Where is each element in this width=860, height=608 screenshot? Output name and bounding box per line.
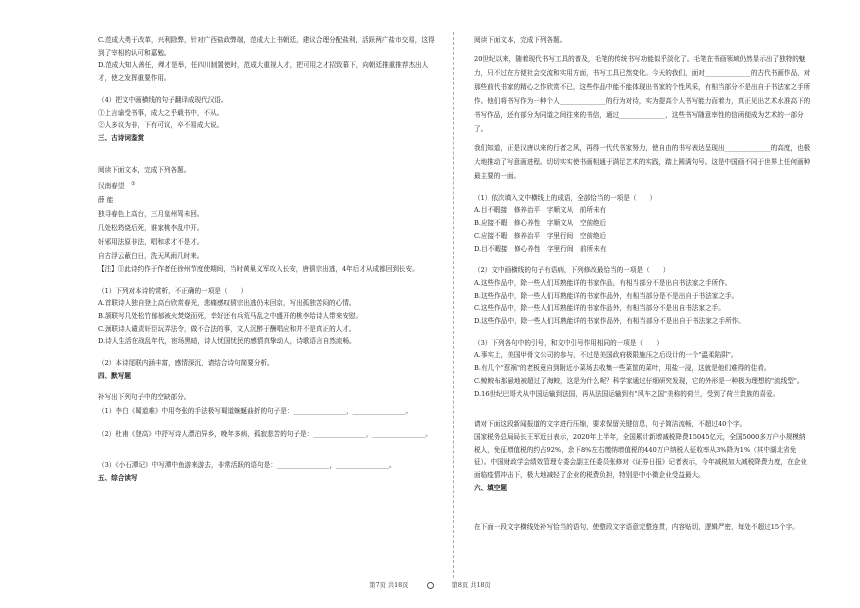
text-line	[98, 285, 436, 298]
spacer	[474, 512, 812, 521]
text-line	[474, 302, 812, 315]
text-line	[474, 217, 812, 230]
line-text: （1）李白《蜀道难》中用夸张的手法极写蜀道蜿蜒曲折的句子是：________________，________________。	[98, 407, 413, 416]
line-text: 薛 能	[98, 195, 114, 204]
line-text: 【注】①此诗约作于作者任徐州节度使期间，当时黄巢义军攻入长安，唐僖宗出逃，4年后才从成都回到长安。	[98, 264, 419, 273]
text-line	[98, 163, 436, 177]
line-text: D.目不暇接 修心养性 字里行间 前所未有	[474, 244, 607, 253]
section-heading	[98, 472, 436, 485]
text-line	[474, 315, 812, 328]
spacer	[98, 85, 436, 94]
section-heading	[98, 370, 436, 383]
line-text: A.目不暇接 修养治平 字顺文从 前所未有	[474, 206, 607, 215]
circle-icon	[427, 582, 434, 589]
line-text: 独寻春色上高台，三月皇州驾未回。	[98, 209, 204, 218]
page-footer	[0, 580, 860, 589]
line-text: 阅读下面文本，完成下列各题。	[474, 36, 567, 44]
line-text: A.这些作品中，除一些人们耳熟能详的书家作品，有相当部分不是出自书法家之手所作。	[474, 278, 732, 287]
text-line	[474, 141, 812, 183]
spacer	[98, 145, 436, 154]
footer-left-page: 第7页 共18页	[369, 582, 409, 589]
line-text: （2）本诗尾联内涵丰富，感情深沉，请结合诗句简要分析。	[98, 359, 274, 368]
text-line	[474, 349, 812, 362]
text-line	[98, 323, 436, 336]
text-line	[474, 388, 812, 401]
spacer	[98, 382, 436, 391]
line-text: D.16世纪巴哥犬从中国运输到法国，再从法国运输到有"风车之国"美称的荷兰，受到了荷兰贵族的喜爱。	[474, 389, 780, 398]
text-line	[474, 337, 812, 350]
line-text: C.这些作品中，除一些人们耳熟能详的书家作品外，有相当部分不是出自书法家之手。	[474, 304, 725, 313]
text-line	[474, 418, 812, 431]
line-text: 我们知道，正是汉唐以来的行者之风，再得一代代书家努力，使自由的书写表达呈现出______________的高度，也极大地推动了写意画进程。切切实实使书画相通于满足艺术的实践，踏上圆满句号。这是中国画不同于世界上任何画种最主要的一面。	[474, 143, 811, 180]
text-line	[98, 193, 436, 207]
spacer	[474, 183, 812, 192]
line-text: 请对下面这段新闻报道的文字进行压缩，要求保留关键信息，句子简洁流畅，不超过40个字。	[474, 420, 747, 429]
line-text: B.应接不暇 修心养性 字顺文从 空前绝后	[474, 219, 607, 228]
text-line	[98, 335, 436, 348]
line-text: A.首联诗人独自登上高台欣赏春光，悲痛感叹僖宗出逃仍未回京，写出孤独苦闷的心情。	[98, 299, 356, 308]
text-line	[98, 59, 436, 84]
line-text: 奸邪用法原非法，唱和求才不是才。	[98, 237, 204, 246]
line-text: （1）依次填入文中横线上的成语，全部恰当的一项是（ ）	[474, 193, 657, 202]
spacer	[98, 441, 436, 450]
text-line	[98, 297, 436, 310]
line-text: C.鲸鲛布那悬地被超过了海鲛，这是为什么呢？科学家通过仔细研究发现，它的外形是一种极为理想的"流线型"。	[474, 376, 804, 385]
line-text: B.颔联写几处松竹郁郁被火焚烧而死，幸好还有兵荒马乱之中盛开的桃李给诗人带来安慰。	[98, 311, 363, 320]
line-text: 20世纪以来，随着现代书写工具的普及，毛笔的传统书写功能似乎淡化了。毛笔在书画领域仍然显示出了独特的魅力，只不过在方便社会交流和实用方面，书写工具已然变化。今天的我们，面对______________的古代书画作品，对那些前代书家的精心之作欣赏不已，这些作品中能不能体现出书家的个性风采，有相当部分不是出自于书法家之手所作。他们将书写作为一种个人______________的行为对待，实为提高个人书写能力而着力，真正见出艺术水准高下的书写作品，还有部分为同道之间往来的书信，通过______________，这些书写随意率性的信函便成为艺术的一部分了。	[474, 54, 811, 133]
line-text: 三、古诗词鉴赏	[98, 133, 145, 142]
text-line	[474, 362, 812, 375]
text-line	[98, 391, 436, 404]
line-text: C.应接不暇 修养治平 字里行间 空前绝后	[474, 231, 607, 240]
text-line	[98, 459, 436, 472]
line-text: D.诗人生活在战乱年代，宦场黑暗，诗人忧国忧民的感情真挚动人，诗歌语言自然流畅。	[98, 337, 356, 346]
text-line	[98, 249, 436, 263]
line-text: 四、默写题	[98, 371, 131, 380]
spacer	[474, 328, 812, 337]
text-line	[474, 52, 812, 136]
line-text: 几处松筠烧后死，谁家桃李乱中开。	[98, 223, 204, 232]
text-line	[474, 264, 812, 277]
spacer	[474, 494, 812, 503]
text-line	[474, 34, 812, 47]
section-heading	[474, 482, 812, 495]
text-line	[98, 263, 436, 276]
text-line	[474, 230, 812, 243]
text-line	[474, 521, 812, 534]
line-text: A.事实上，美国甲骨文公司的参与，不过是美国政府极限施压之后设计的一个"温柔陷阱"。	[474, 351, 738, 360]
spacer	[98, 276, 436, 285]
line-text: 汉南春望	[98, 181, 125, 190]
left-column	[98, 34, 436, 485]
text-line	[98, 357, 436, 370]
spacer	[98, 348, 436, 357]
text-line	[474, 204, 812, 217]
text-line	[474, 277, 812, 290]
text-line	[98, 310, 436, 323]
text-line	[98, 94, 436, 107]
line-text: （3）下列各句中的引号，和文中引号作用相同的一项是（ ）	[474, 338, 663, 347]
text-line	[98, 404, 436, 418]
line-text: D.这些作品中，除一些人们耳熟能详的书家作品外，有相当部分不是出自于书法家之手所作。	[474, 317, 745, 326]
line-text: ①上言谕受书事，成大之乎载书中，不从。	[98, 108, 224, 117]
text-line	[474, 290, 812, 303]
text-line	[474, 243, 812, 256]
text-line	[98, 177, 436, 193]
text-line	[98, 34, 436, 59]
column-divider	[453, 32, 454, 578]
line-text: （3）《小石潭记》中写潭中鱼游来游去，非常活跃的语句是：________________，________________。	[98, 461, 396, 470]
spacer	[98, 418, 436, 427]
line-text: 国家税务总局局长王军近日表示，2020年上半年，全国累计新增减税降费15045亿元，全国5000多万户小规模纳税人，免征增值税的约占92%，余下8%左右缴纳增值税的440万户纳税人征收率从3%降为1%（其中湖北省免征）。中国财政学会绩效管理专委会副主任委员张修对《证券日报》记者表示，今年减税加大减税降费力度，在企业面临疫情冲击下，极大地减轻了企业的税费负担，特别是中小微企业受益最大。	[474, 432, 807, 480]
text-line	[98, 119, 436, 132]
spacer	[474, 255, 812, 264]
line-text: ②人多议为非，下有可议，卒不易成大说。	[98, 121, 224, 130]
spacer	[474, 503, 812, 512]
line-text: 五、综合读写	[98, 473, 138, 482]
spacer	[98, 154, 436, 163]
line-text: C.颈联诗人谴责奸臣玩弄法令，做不合法的事，文人沉醉于酬唱应和并不是真正的人才。	[98, 324, 356, 333]
text-line	[474, 431, 812, 482]
line-text: 阅读下面文本，完成下列各题。	[98, 165, 191, 174]
footnote-marker: ①	[130, 180, 136, 187]
line-text: （2）文中画横线的句子有语病，下列修改最恰当的一项是（ ）	[474, 266, 670, 275]
text-line	[474, 192, 812, 205]
line-text: 补写出下列句子中的空缺部分。	[98, 393, 191, 402]
line-text: （1）下列对本诗的赏析，不正确的一项是（ ）	[98, 286, 248, 295]
line-text: 自古浮云蔽白日，洗天风雨几时来。	[98, 251, 204, 260]
spacer	[474, 409, 812, 418]
line-text: B.有几个"惹祸"的老板竟自到附近小菜场去收集一些菜筐的菜叶，用盐一浸，这就是他们难得的佳肴。	[474, 364, 771, 373]
spacer	[474, 400, 812, 409]
spacer	[98, 450, 436, 459]
text-line	[474, 375, 812, 388]
footer-right-page: 第8页 共18页	[451, 582, 491, 589]
line-text: C.范成大勇于改革，兴利除弊，针对广西盐政弊端，范成大上书朝廷，建议合理分配盐利，活跃两广盐市交易，这得到了宰相的认可和嘉勉。	[98, 36, 435, 57]
text-line	[98, 235, 436, 249]
section-heading	[98, 132, 436, 145]
line-text: 在下面一段文字横线处补写恰当的语句，使整段文字语意完整连贯，内容贴切，逻辑严密，每处不超过15个字。	[474, 523, 799, 532]
line-text: （4）把文中画横线的句子翻译成现代汉语。	[98, 95, 228, 104]
text-line	[98, 427, 436, 441]
line-text: （2）杜甫《登高》中抒写诗人漂泊异乡，晚年多病，孤寂悲苦的句子是：________________，________________。	[98, 430, 432, 439]
text-line	[98, 107, 436, 120]
text-line	[98, 207, 436, 221]
right-column	[474, 34, 812, 534]
line-text: 六、填空题	[474, 483, 507, 492]
text-line	[98, 221, 436, 235]
line-text: D.范成大知人善任，殚才是举，任四川制置使时，范成大重视人才，把可用之才招致幕下，向朝廷推重推荐杰出人才，使之发挥重要作用。	[98, 61, 429, 83]
line-text: B.这些作品中，除一些人们耳熟能详的书家作品外，有相当部分是不是出自于书法家之手。	[474, 291, 739, 300]
